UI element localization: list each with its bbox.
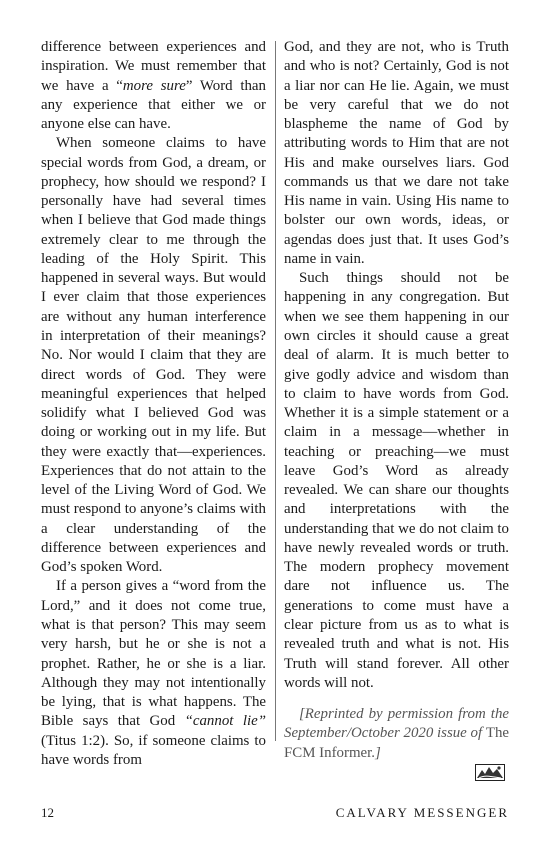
end-mark-icon [475, 764, 505, 781]
paragraph [41, 38, 266, 134]
page-footer [41, 805, 509, 821]
paragraph [41, 577, 266, 770]
reprint-credit [284, 705, 509, 763]
right-column [284, 38, 509, 798]
page-number: 12 [41, 805, 54, 820]
paragraph: God, and they are not, who is Truth and who is not? Certainly, God is not a liar nor can He lie. Again, we must be very careful that we do not blaspheme the name of God by attributing words to Him that are not His and make ourselves liars. God commands us that we dare not take His name in vain. Using His name to bolster our own words, ideas, or agendas does just that. It uses God’s name in vain. [284, 39, 509, 267]
emphasis: more sure [122, 77, 186, 94]
publication-title: CALVARY MESSENGER [335, 805, 509, 820]
credit-text: ] [375, 744, 381, 761]
paragraph: When someone claims to have special words from God, a dream, or prophecy, how should we respond? I personally have had several times when I believe that God made things extremely clear to me through the leading of the Holy Spirit. This happened in several ways. But would I ever claim that those experiences are without any human interference in interpretation of their meanings? No. Nor would I claim that they are direct words of God. They were meaningful experiences that helped solidify what I believed God was doing or working out in my life. But they were exactly that—experiences. Experiences that do not attain to the level of the Living Word of God. We must respond to anyone’s claims with a clear understanding of the difference between experiences and God’s spoken Word. [41, 135, 266, 576]
text-run: ” Word than any experience that either we or anyone else can have. [41, 77, 266, 133]
text-run: (Titus 1:2). So, if someone claims to have words from [41, 732, 266, 768]
emphasis: “cannot lie” [184, 713, 266, 730]
text-run: If a person gives a “word from the Lord,” and it does not come true, what is that person? This may seem very harsh, but he or she is not a prophet. Rather, he or she is a liar. Although they may not intentionally be lying, that is what happens. The Bible says that God [41, 578, 266, 730]
source-publication: The FCM Informer. [284, 725, 509, 761]
column-divider [275, 41, 276, 741]
credit-text: [Reprinted by permission from the September/October 2020 issue of [284, 706, 509, 742]
left-column [41, 38, 266, 798]
text-run: difference between experiences and inspiration. We must remember that we have a “ [41, 39, 266, 94]
paragraph: Such things should not be happening in any congregation. But when we see them happening in our own circles it should cause a great deal of alarm. It is much better to give godly advice and wisdom than to claim to have words from God. Whether it is a simple statement or a claim in a message—whether in teaching or preaching—we must leave God’s Word as already revealed. We can share our thoughts and interpretations with the understanding that we do not claim to have newly revealed words or truth. The modern prophecy movement dare not influence us. The generations to come must have a clear picture from us as to what is revealed truth and what is not. His Truth will stand forever. All other words will not. [284, 270, 509, 691]
